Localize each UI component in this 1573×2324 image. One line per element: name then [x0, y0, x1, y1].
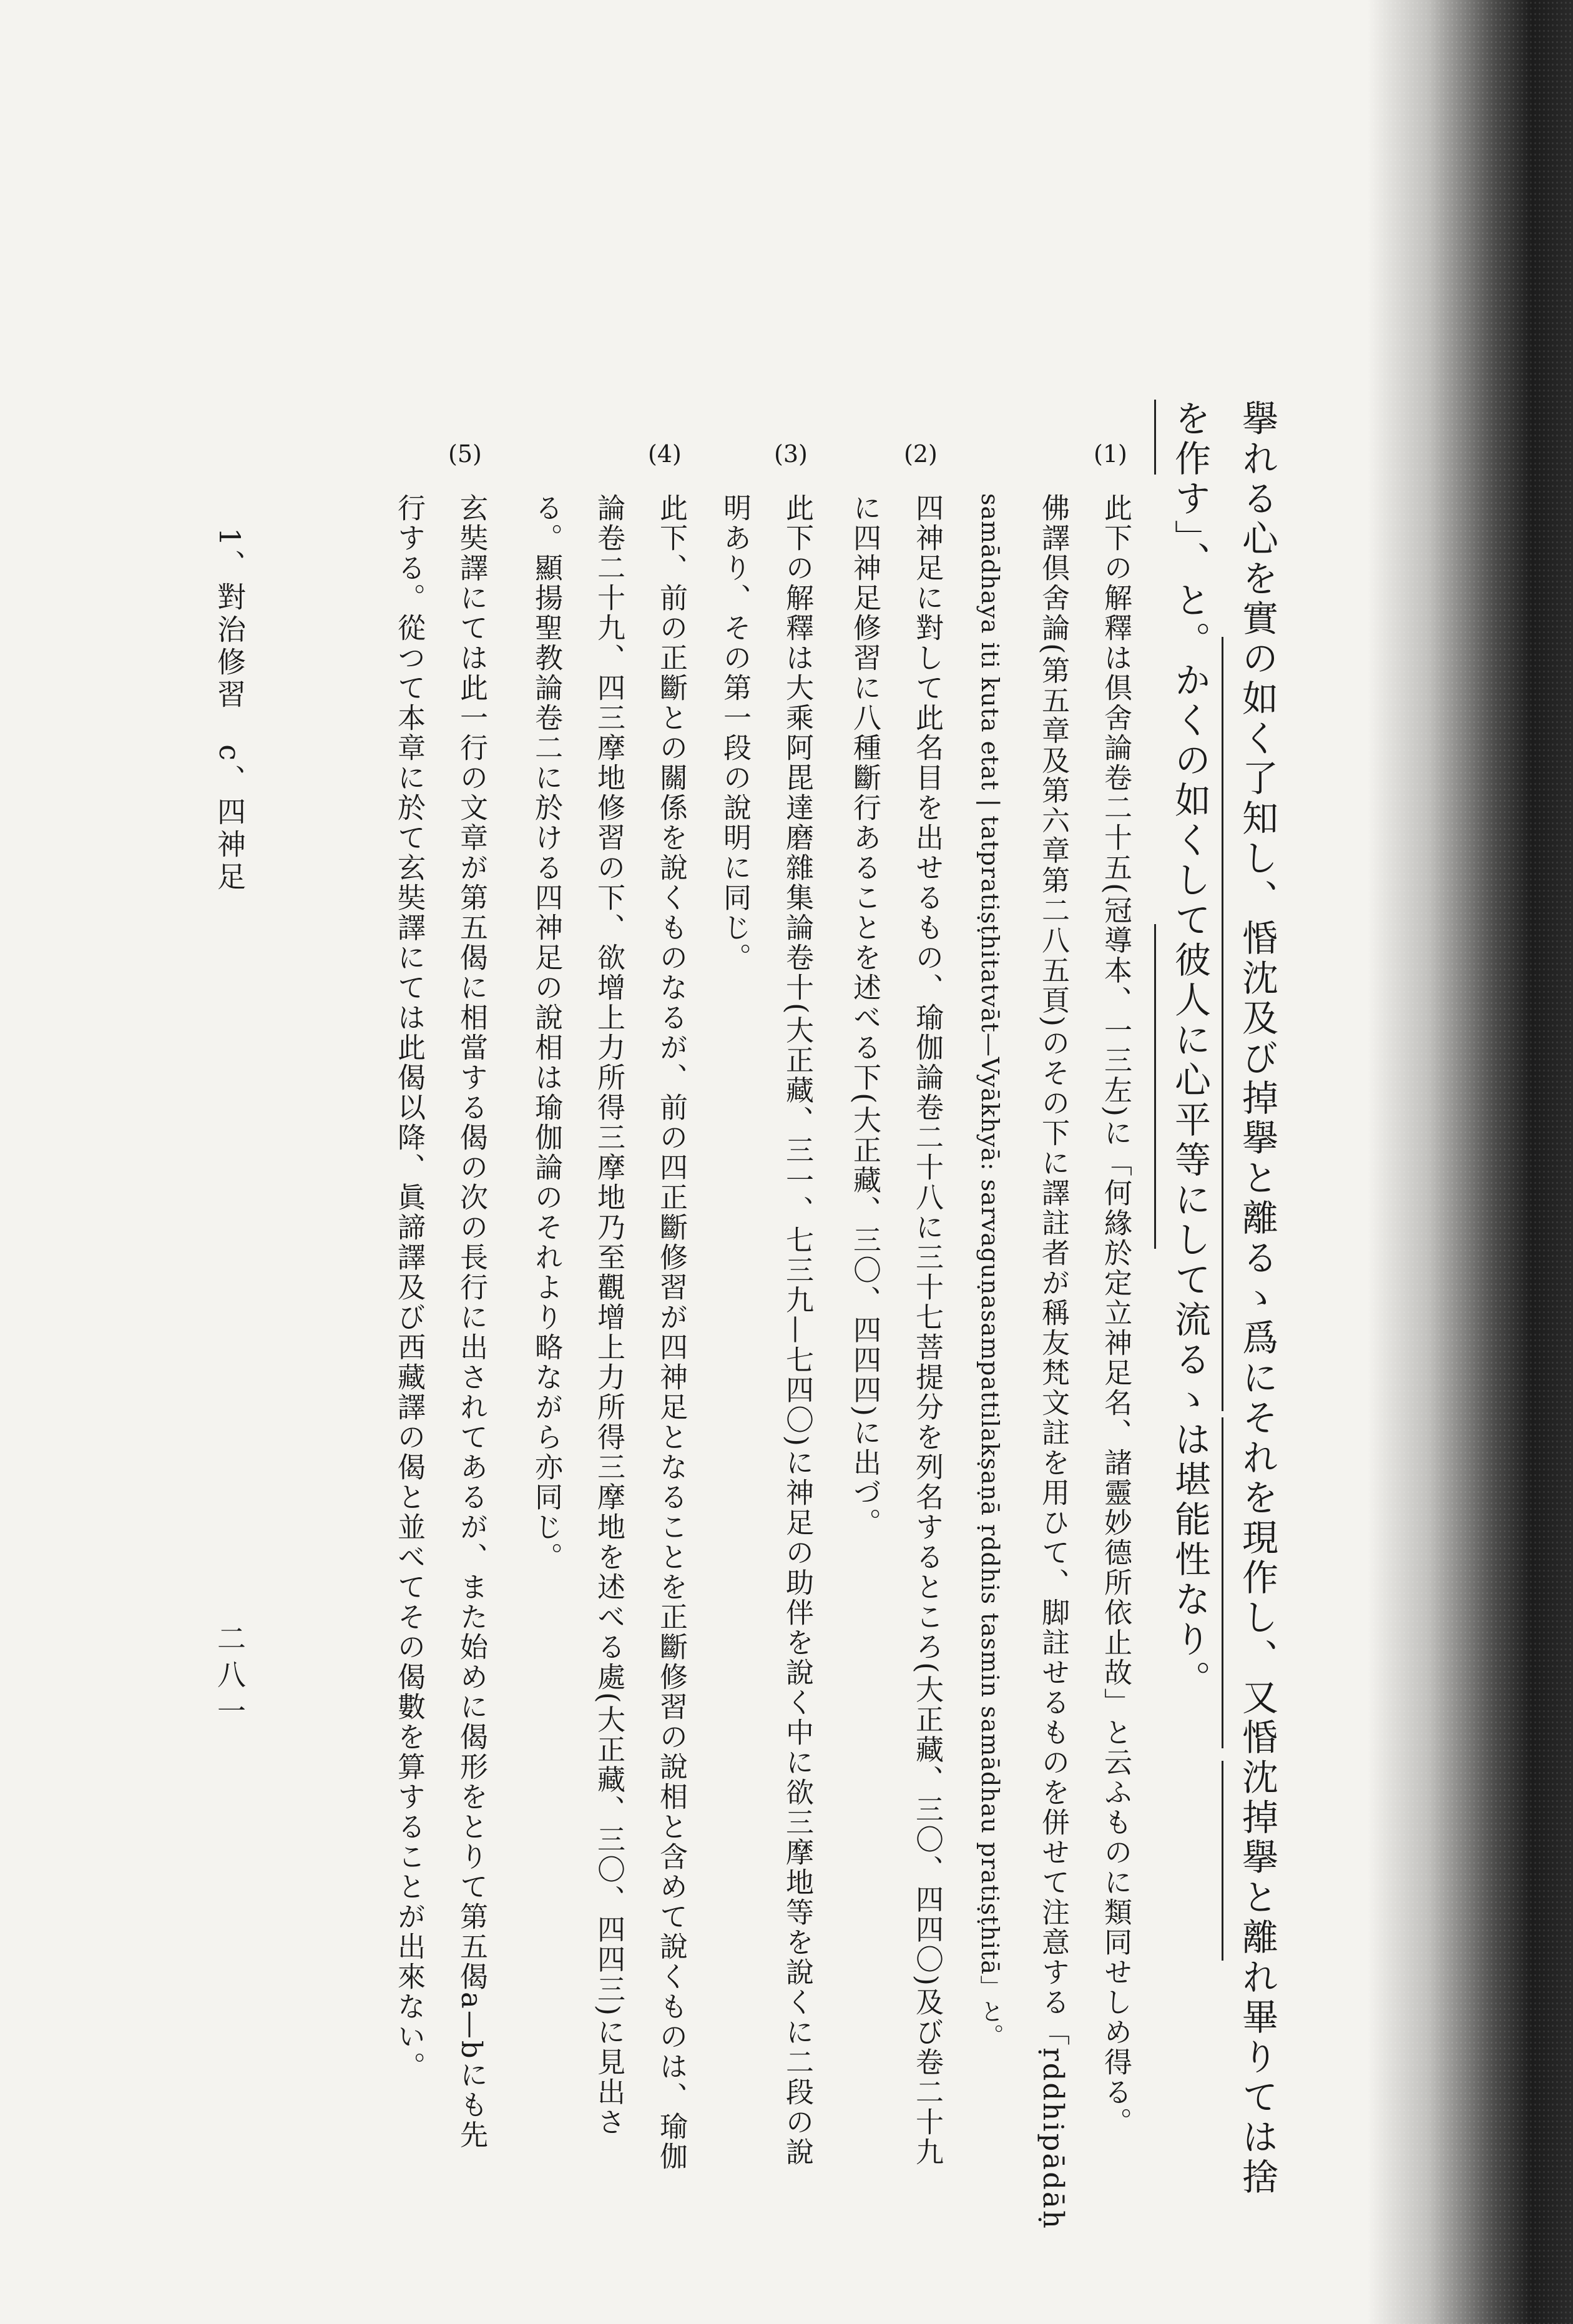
note-number-5: (5) — [448, 440, 482, 468]
note-4-line-2: 論卷二十九、四三摩地修習の下、欲增上力所得三摩地乃至觀增上力所得三摩地を述べる處(大正藏、三〇、四四三)に見出さ — [592, 493, 625, 2138]
emphasis-rule — [1222, 1417, 1223, 1748]
note-number-2: (2) — [904, 440, 938, 468]
note-5-line-2: 行する。從つて本章に於て玄奘譯にては此偈以降、眞諦譯及び西藏譯の偈と並べてその偈數を算することが出來ない。 — [393, 493, 426, 2082]
note-number-4: (4) — [648, 440, 682, 468]
emphasis-rule — [1222, 637, 1223, 1411]
note-2-line-2: に四神足修習に八種斷行あることを述べる下(大正藏、三〇、四四四)に出づ。 — [848, 493, 881, 1539]
emphasis-rule — [1154, 924, 1156, 1249]
note-2-line-1: 四神足に對して此名目を出せるもの、瑜伽論卷二十八に三十七菩提分を列名するところ(大正藏、三〇、四四〇)及び卷二十九 — [911, 493, 944, 2168]
note-1-line-2: 佛譯倶舍論(第五章及第六章第二八五頁)のその下に譯註者が稱友梵文註を用ひて、脚註せるものを併せて注意する「ṛddhipādāḥ — [1037, 493, 1070, 2230]
page-number: 二八一 — [213, 1623, 247, 1732]
note-3-line-2: 明あり、その第一段の說明に同じ。 — [718, 493, 752, 973]
note-5-line-1: 玄奘譯にては此一行の文章が第五偈に相當する偈の次の長行に出されてあるが、また始めに偈形をとりて第五偈a—bにも先 — [455, 493, 488, 2150]
note-4-line-1: 此下、前の正斷との關係を說くものなるが、前の四正斷修習が四神足となることを正斷修習の說相と含めて說くものは、瑜伽 — [655, 493, 688, 2172]
main-text-line-1: 擧れる心を實の如く了知し、惛沈及び掉擧と離るゝ爲にそれを現作し、又惛沈掉擧と離れ畢りては捨 — [1236, 400, 1278, 2198]
note-4-line-3: る。顯揚聖教論卷二に於ける四神足の說相は瑜伽論のそれより略ながら亦同じ。 — [530, 493, 563, 1572]
note-1-line-3: samādhaya iti kuta etat | tatpratiṣṭhitatvāt—Vyākhyā: sarvaguṇasampattilakṣaṇā ṛddhis tasmin samādhau pratiṣṭhitā」と。 — [976, 493, 1004, 2048]
running-section-title: 1、對治修習 c、四神足 — [213, 528, 247, 895]
emphasis-rule — [1154, 400, 1156, 475]
note-3-line-1: 此下の解釋は大乘阿毘達磨雜集論卷十(大正藏、三一、七三九—七四〇)に神足の助伴を說く中に欲三摩地等を說くに二段の說 — [781, 493, 814, 2168]
note-number-3: (3) — [774, 440, 808, 468]
note-1-line-1: 此下の解釋は倶舍論卷二十五(冠導本、一三左)に「何緣於定立神足名、諸靈妙德所依止故」と云ふものに類同せしめ得る。 — [1099, 493, 1132, 2138]
main-text-line-2: を作す」、と。かくの如くして彼人に心平等にして流るゝは堪能性なり。 — [1169, 400, 1211, 1700]
scan-noise — [1367, 0, 1573, 2324]
emphasis-rule — [1222, 1761, 1223, 1961]
note-number-1: (1) — [1094, 440, 1127, 468]
